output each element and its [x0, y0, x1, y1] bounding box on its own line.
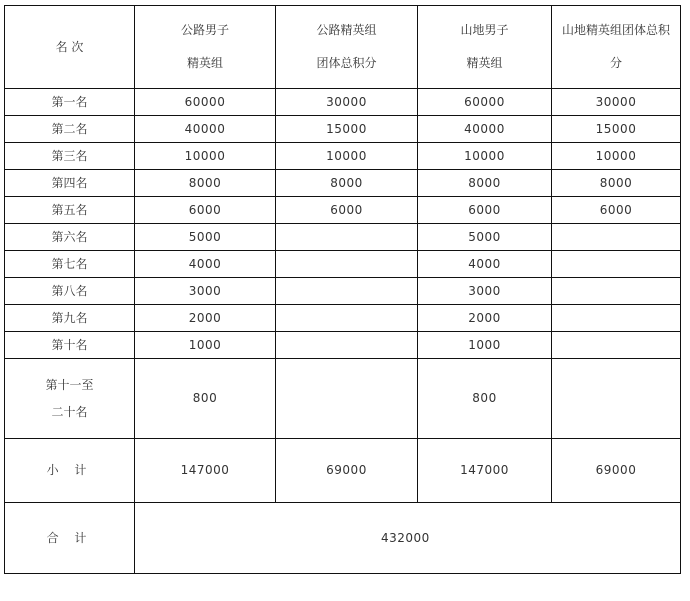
subtotal-value: 69000	[276, 439, 418, 503]
header-mtb-men-elite	[418, 6, 552, 89]
value-cell: 800	[418, 359, 552, 439]
total-row	[5, 503, 681, 574]
table-row	[5, 305, 681, 332]
value-cell: 3000	[135, 278, 276, 305]
rank-cell	[5, 359, 135, 439]
subtotal-row	[5, 439, 681, 503]
value-cell: 3000	[418, 278, 552, 305]
header-line: 公路精英组	[316, 23, 377, 37]
value-cell: 10000	[552, 143, 681, 170]
header-row	[5, 6, 681, 89]
value-cell	[552, 251, 681, 278]
header-mtb-team-points	[552, 6, 681, 89]
value-cell	[276, 251, 418, 278]
table-row	[5, 116, 681, 143]
value-cell	[552, 224, 681, 251]
subtotal-label: 小 计	[5, 439, 135, 503]
header-rank-label: 名 次	[55, 39, 84, 54]
value-cell: 4000	[418, 251, 552, 278]
header-line: 精英组	[186, 56, 223, 70]
value-cell: 2000	[135, 305, 276, 332]
value-cell: 10000	[276, 143, 418, 170]
table-row	[5, 197, 681, 224]
rank-cell: 第十名	[5, 332, 135, 359]
value-cell: 8000	[276, 170, 418, 197]
value-cell: 30000	[276, 89, 418, 116]
value-cell: 1000	[135, 332, 276, 359]
rank-cell: 第九名	[5, 305, 135, 332]
value-cell: 30000	[552, 89, 681, 116]
table-row	[5, 278, 681, 305]
rank-line: 二十名	[51, 404, 88, 419]
value-cell: 8000	[552, 170, 681, 197]
header-line: 分	[609, 56, 622, 70]
rank-cell: 第二名	[5, 116, 135, 143]
value-cell: 40000	[418, 116, 552, 143]
rank-cell: 第七名	[5, 251, 135, 278]
value-cell: 40000	[135, 116, 276, 143]
header-road-men-elite	[135, 6, 276, 89]
value-cell: 6000	[552, 197, 681, 224]
rank-cell: 第六名	[5, 224, 135, 251]
rank-cell: 第三名	[5, 143, 135, 170]
value-cell: 15000	[276, 116, 418, 143]
value-cell	[276, 224, 418, 251]
value-cell: 1000	[418, 332, 552, 359]
value-cell: 15000	[552, 116, 681, 143]
table-row	[5, 170, 681, 197]
value-cell: 6000	[135, 197, 276, 224]
value-cell: 8000	[418, 170, 552, 197]
header-rank	[5, 6, 135, 89]
value-cell	[276, 305, 418, 332]
value-cell	[276, 278, 418, 305]
subtotal-value: 147000	[135, 439, 276, 503]
rank-line: 第十一至	[45, 377, 94, 392]
value-cell	[276, 332, 418, 359]
value-cell	[552, 305, 681, 332]
table-row	[5, 332, 681, 359]
total-value	[135, 503, 681, 574]
prize-money-table	[4, 5, 681, 574]
subtotal-value: 147000	[418, 439, 552, 503]
table-row	[5, 251, 681, 278]
rank-cell: 第四名	[5, 170, 135, 197]
table-row-11-to-20	[5, 359, 681, 439]
value-cell: 6000	[418, 197, 552, 224]
header-line: 山地男子	[460, 23, 509, 37]
value-cell: 60000	[135, 89, 276, 116]
value-cell: 10000	[135, 143, 276, 170]
total-label: 合 计	[5, 503, 135, 574]
value-cell: 60000	[418, 89, 552, 116]
value-cell: 800	[135, 359, 276, 439]
value-cell	[552, 278, 681, 305]
rank-cell: 第五名	[5, 197, 135, 224]
value-cell: 5000	[418, 224, 552, 251]
value-cell: 4000	[135, 251, 276, 278]
header-line: 公路男子	[180, 23, 229, 37]
header-line: 山地精英组团体总积	[561, 23, 670, 37]
value-cell	[552, 332, 681, 359]
table-row	[5, 89, 681, 116]
rank-cell: 第八名	[5, 278, 135, 305]
value-cell	[276, 359, 418, 439]
header-road-team-points	[276, 6, 418, 89]
table-row	[5, 224, 681, 251]
header-line: 团体总积分	[316, 56, 377, 70]
value-cell: 10000	[418, 143, 552, 170]
rank-cell: 第一名	[5, 89, 135, 116]
total-value-text: 432000	[381, 530, 430, 545]
value-cell: 2000	[418, 305, 552, 332]
header-line: 精英组	[466, 56, 503, 70]
subtotal-value: 69000	[552, 439, 681, 503]
value-cell: 6000	[276, 197, 418, 224]
value-cell	[552, 359, 681, 439]
table-row	[5, 143, 681, 170]
value-cell: 8000	[135, 170, 276, 197]
value-cell: 5000	[135, 224, 276, 251]
